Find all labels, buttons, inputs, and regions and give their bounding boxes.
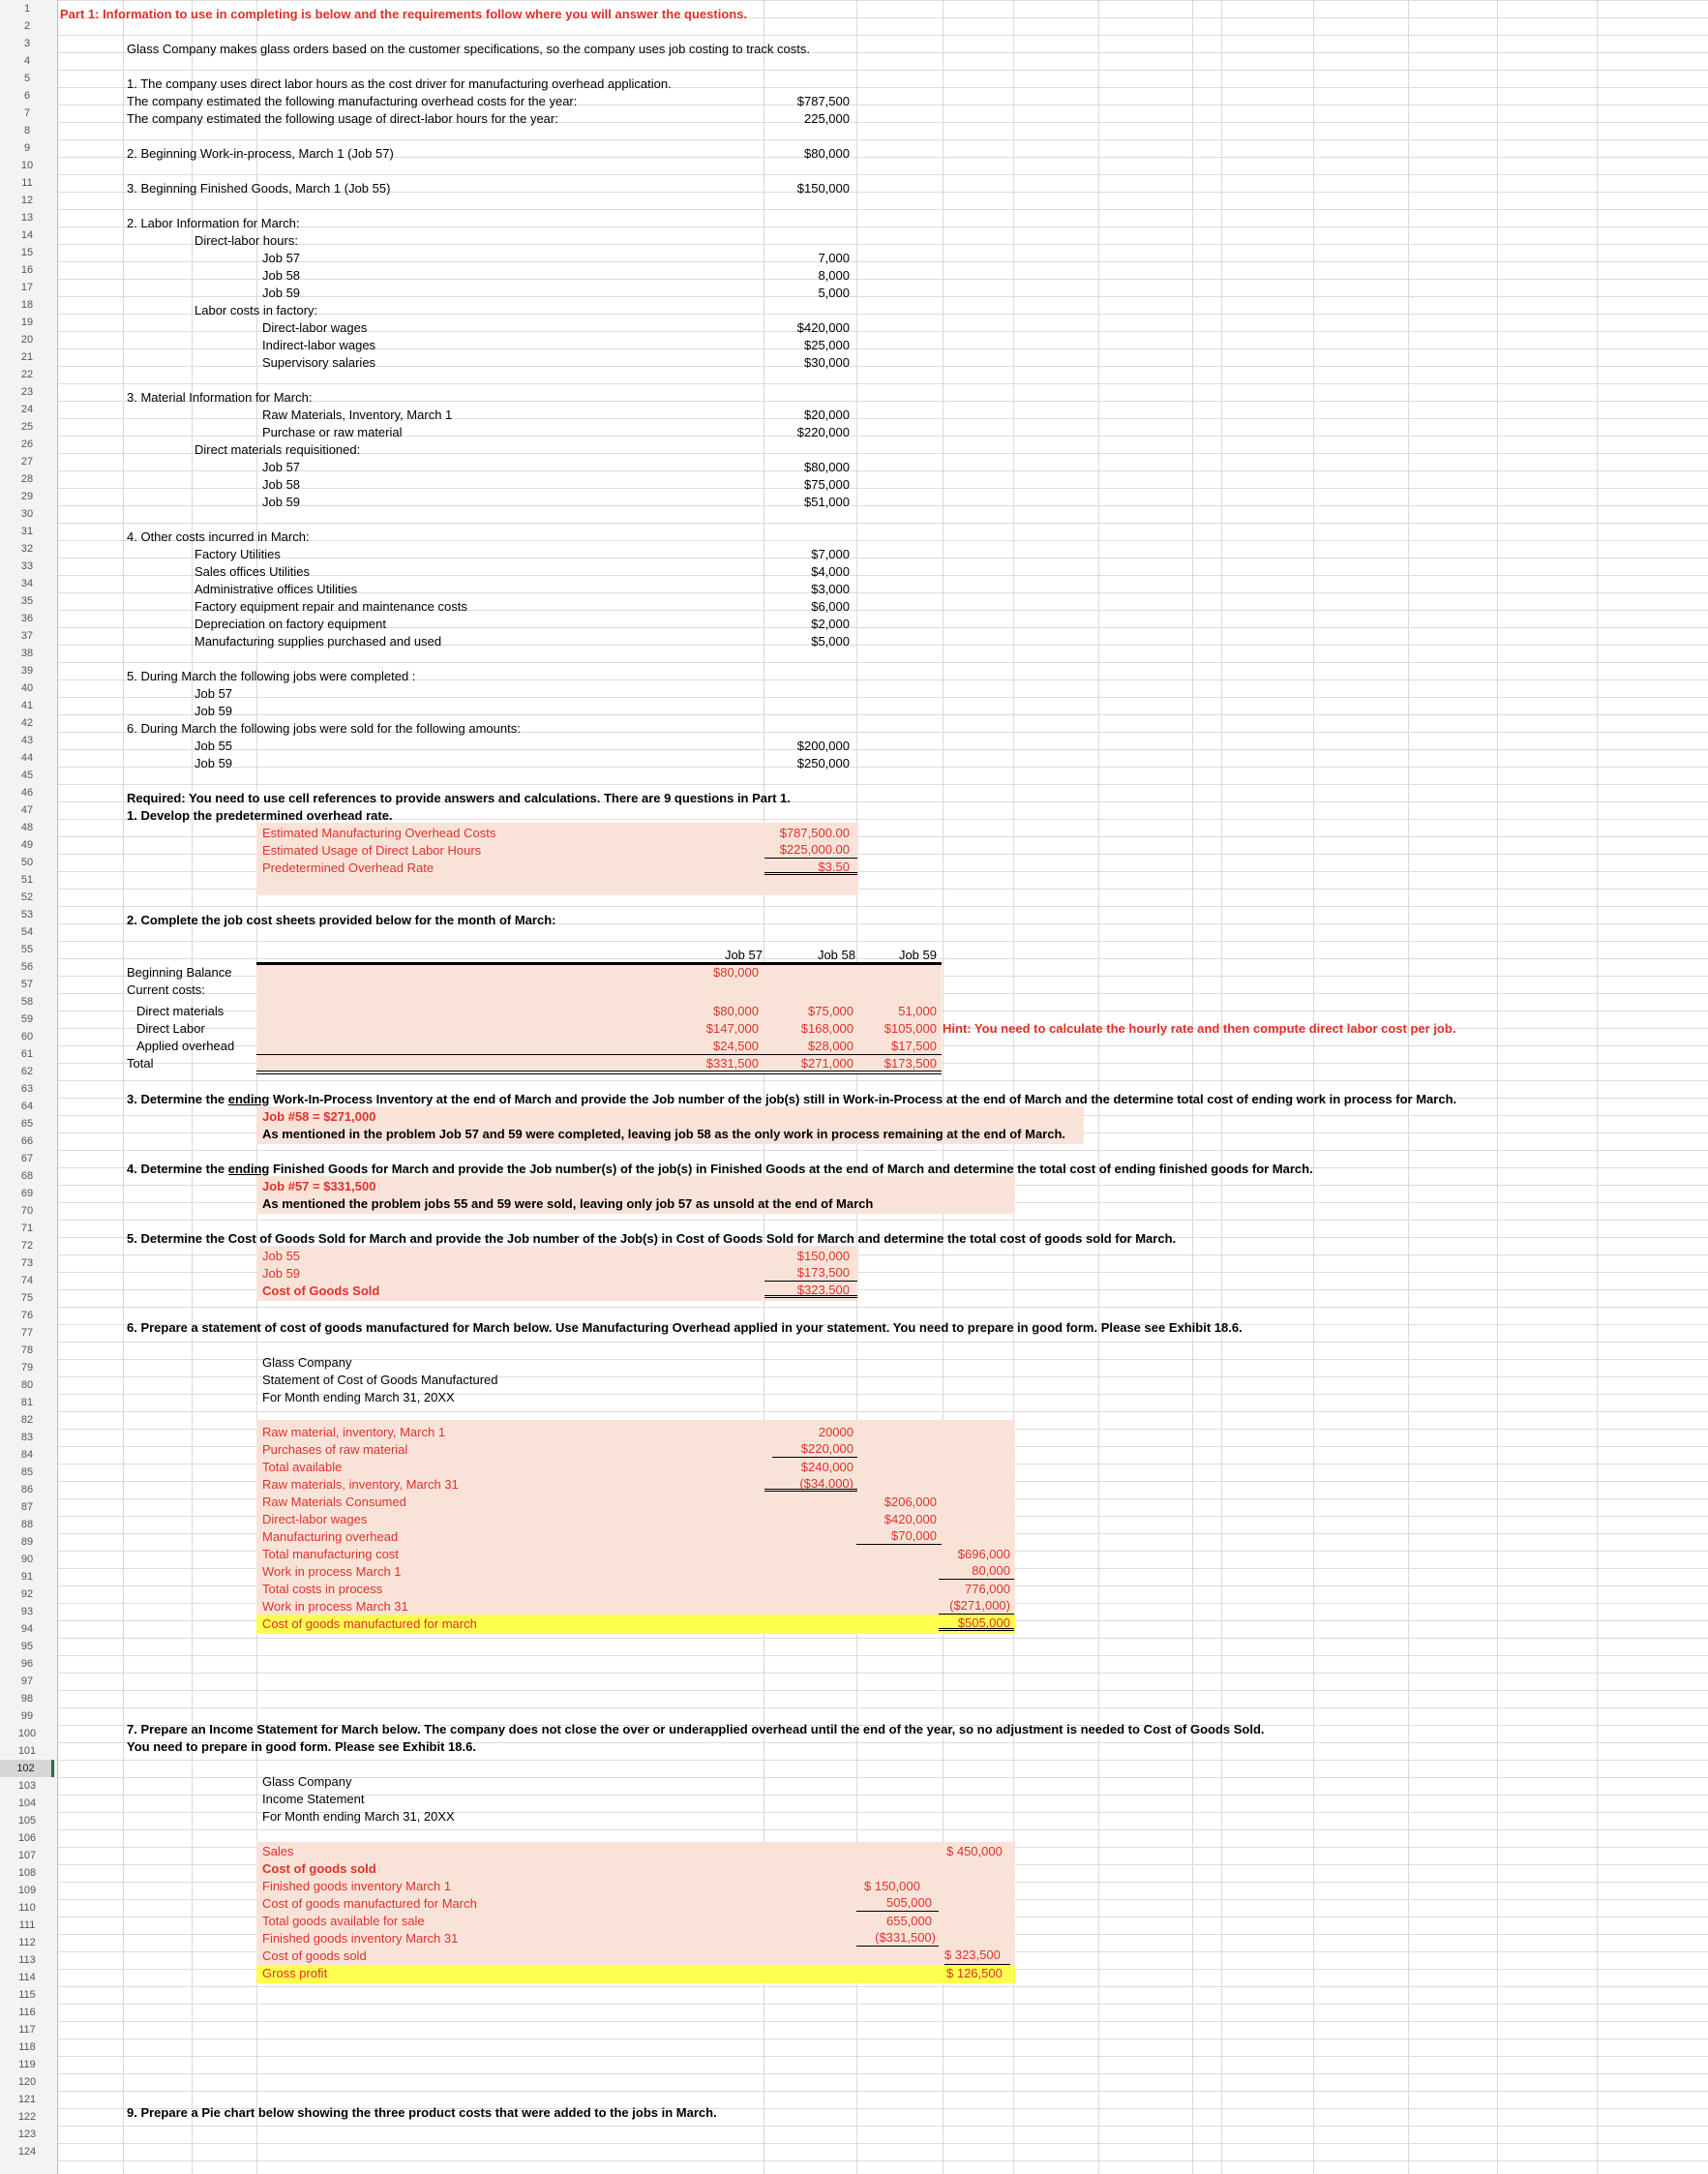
row-number[interactable]: 114 [18, 1972, 36, 1983]
row-number[interactable]: 13 [20, 212, 34, 224]
row-number[interactable]: 42 [20, 717, 34, 729]
cogm-col3[interactable]: ($271,000) [939, 1598, 1014, 1615]
row-number[interactable]: 14 [20, 229, 34, 241]
row-number[interactable]: 47 [20, 804, 34, 816]
dlh-job-label: Job 59 [262, 286, 301, 300]
q1-rate-value[interactable]: $3.50 [764, 860, 857, 875]
row-number[interactable]: 112 [18, 1937, 36, 1948]
row-header-column [0, 0, 58, 2174]
row-number[interactable]: 62 [20, 1066, 34, 1077]
fg-value[interactable]: $150,000 [796, 181, 850, 196]
q3-explanation[interactable]: As mentioned in the problem Job 57 and 59 were completed, leaving job 58 as the only work in process remaining at the end of March. [262, 1127, 1066, 1141]
row-number[interactable]: 41 [20, 700, 34, 711]
req-value[interactable]: $80,000 [804, 460, 850, 474]
completed-job: Job 57 [195, 686, 233, 701]
req-value[interactable]: $75,000 [804, 477, 850, 492]
fg-label: 3. Beginning Finished Goods, March 1 (Job 55) [127, 181, 391, 196]
q2-beginning-value[interactable]: $80,000 [713, 965, 759, 980]
row-number[interactable]: 46 [20, 787, 34, 799]
is-row-label: Sales [262, 1844, 294, 1858]
row-number[interactable]: 44 [20, 752, 34, 764]
row-number[interactable]: 66 [20, 1135, 34, 1147]
row-number[interactable]: 26 [20, 438, 34, 450]
row-number[interactable]: 61 [20, 1048, 34, 1060]
q2-double-rule-b [256, 1073, 942, 1074]
q1-value[interactable]: $787,500.00 [779, 826, 850, 840]
row-number[interactable]: 71 [20, 1223, 34, 1234]
labor-cost-value[interactable]: $30,000 [804, 355, 850, 370]
info2-value[interactable]: 225,000 [804, 111, 850, 126]
q2-total[interactable]: $271,000 [800, 1056, 854, 1071]
row-number[interactable]: 103 [17, 1780, 37, 1792]
q2-cell[interactable]: $80,000 [713, 1004, 759, 1018]
q2-cell[interactable]: $168,000 [800, 1021, 854, 1036]
row-number[interactable]: 93 [20, 1606, 34, 1617]
sold-job-label: Job 59 [195, 756, 233, 770]
is-col2[interactable]: ($331,500) [856, 1930, 939, 1947]
labor-costs-heading: Labor costs in factory: [195, 303, 318, 317]
other-value[interactable]: $3,000 [811, 582, 850, 596]
row-number[interactable]: 48 [20, 822, 34, 833]
req-label: Job 58 [262, 477, 301, 492]
row-number[interactable]: 60 [20, 1031, 34, 1042]
row-number[interactable]: 118 [18, 2041, 36, 2053]
row-number[interactable]: 124 [17, 2146, 37, 2158]
dlh-job-label: Job 58 [262, 268, 301, 283]
labor-cost-value[interactable]: $420,000 [796, 320, 850, 335]
is-col3[interactable]: $ 323,500 [944, 1948, 1010, 1965]
row-number[interactable]: 2 [23, 20, 31, 32]
cogm-col2[interactable]: $420,000 [884, 1512, 937, 1526]
row-number[interactable]: 34 [20, 578, 34, 589]
q1-label: Estimated Manufacturing Overhead Costs [262, 826, 496, 840]
cogm-col2[interactable]: $70,000 [856, 1528, 942, 1545]
row-number[interactable]: 22 [20, 369, 34, 380]
row-number[interactable]: 88 [20, 1519, 34, 1530]
q7-title-period: For Month ending March 31, 20XX [262, 1809, 455, 1824]
cogm-row-label: Manufacturing overhead [262, 1529, 399, 1544]
cogm-col1[interactable]: 20000 [818, 1425, 854, 1439]
row-number[interactable]: 54 [20, 926, 34, 938]
row-number[interactable]: 109 [17, 1885, 37, 1896]
q2-hint: Hint: You need to calculate the hourly rate and then compute direct labor cost per job. [943, 1021, 1456, 1036]
q2-row-label: Applied overhead [136, 1039, 235, 1053]
material-value[interactable]: $20,000 [804, 408, 850, 422]
row-number[interactable]: 20 [20, 334, 34, 346]
q2-col-header: Job 59 [898, 948, 937, 962]
row-number[interactable]: 52 [20, 891, 34, 903]
q2-beginning-label: Beginning Balance [127, 965, 232, 980]
row-number[interactable]: 59 [20, 1013, 34, 1025]
is-row-label: Cost of goods sold [262, 1861, 376, 1876]
other-value[interactable]: $4,000 [811, 564, 850, 579]
req-label: Job 57 [262, 460, 301, 474]
intro-text: Glass Company makes glass orders based on the customer specifications, so the company uses job costing to track costs. [127, 42, 810, 56]
other-value[interactable]: $2,000 [811, 617, 850, 631]
cogm-row-label: Purchases of raw material [262, 1442, 408, 1457]
info1-heading: 1. The company uses direct labor hours as the cost driver for manufacturing overhead application. [127, 76, 672, 91]
row-number[interactable]: 53 [20, 909, 34, 921]
labor-cost-label: Direct-labor wages [262, 320, 368, 335]
row-number[interactable]: 77 [20, 1327, 34, 1339]
row-number[interactable]: 115 [18, 1989, 36, 2001]
row-number[interactable]: 7 [23, 107, 31, 119]
q4-explanation[interactable]: As mentioned the problem jobs 55 and 59 were sold, leaving only job 57 as unsold at the end of March [262, 1196, 874, 1211]
row-number[interactable]: 104 [17, 1797, 37, 1809]
row-number[interactable]: 80 [20, 1379, 34, 1391]
row-number[interactable]: 3 [23, 38, 31, 49]
row-number[interactable]: 78 [20, 1344, 34, 1356]
row-number[interactable]: 19 [20, 317, 34, 328]
q2-cell[interactable]: 51,000 [898, 1004, 937, 1018]
row-number[interactable]: 94 [20, 1623, 34, 1635]
sold-job-value[interactable]: $250,000 [796, 756, 850, 770]
q5-total-label: Cost of Goods Sold [262, 1283, 380, 1298]
completed-job: Job 59 [195, 704, 233, 718]
q2-total[interactable]: $331,500 [705, 1056, 759, 1071]
labor-cost-label: Indirect-labor wages [262, 338, 376, 352]
row-number[interactable]: 15 [20, 247, 34, 258]
cogm-col2[interactable]: $206,000 [884, 1495, 937, 1509]
row-number[interactable]: 29 [20, 491, 34, 502]
row-number[interactable]: 121 [17, 2094, 37, 2105]
is-row-label: Cost of goods manufactured for March [262, 1896, 477, 1911]
row-number[interactable]: 83 [20, 1432, 34, 1443]
wip-label: 2. Beginning Work-in-process, March 1 (Job 57) [127, 146, 394, 161]
row-number[interactable]: 82 [20, 1414, 34, 1426]
row-number[interactable]: 45 [20, 770, 34, 781]
other-value[interactable]: $6,000 [811, 599, 850, 614]
q7-title-company: Glass Company [262, 1774, 352, 1789]
row-number[interactable]: 38 [20, 648, 34, 659]
cogm-row-label: Total costs in process [262, 1582, 383, 1596]
req-heading: Direct materials requisitioned: [195, 442, 361, 457]
q7-heading-line2: You need to prepare in good form. Please see Exhibit 18.6. [127, 1739, 476, 1754]
row-number[interactable]: 120 [17, 2076, 37, 2088]
row-number[interactable]: 123 [17, 2129, 37, 2140]
q2-current-label: Current costs: [127, 982, 205, 997]
row-number[interactable]: 64 [20, 1101, 34, 1112]
row-number[interactable]: 117 [18, 2024, 36, 2036]
row-number[interactable]: 106 [17, 1832, 37, 1844]
info2-label: The company estimated the following usage of direct-labor hours for the year: [127, 111, 558, 126]
row-number[interactable]: 63 [20, 1083, 34, 1095]
q7-heading-line1: 7. Prepare an Income Statement for March below. The company does not close the over or underapplied overhead until the end of the year, so no adjustment is needed to Cost of Goods Sold. [127, 1722, 1265, 1736]
sold-heading: 6. During March the following jobs were sold for the following amounts: [127, 721, 521, 736]
q2-col-header: Job 57 [724, 948, 763, 962]
q5-total-value[interactable]: $323,500 [764, 1283, 857, 1298]
row-number[interactable]: 111 [18, 1919, 36, 1931]
row-number[interactable]: 102 [0, 1760, 54, 1777]
labor-cost-value[interactable]: $25,000 [804, 338, 850, 352]
required-heading: Required: You need to use cell references to provide answers and calculations. There are 9 questions in Part 1. [127, 791, 791, 805]
q2-cell[interactable]: $24,500 [713, 1039, 759, 1053]
other-heading: 4. Other costs incurred in March: [127, 529, 310, 544]
q4-heading: 4. Determine the ending Finished Goods for March and provide the Job number(s) of the job(s) in Finished Goods at the end of March and determine the total cost of ending finished goods for March. [127, 1162, 1313, 1176]
row-number[interactable]: 50 [20, 857, 34, 868]
cogm-col1[interactable]: $240,000 [800, 1460, 854, 1474]
cogm-col1[interactable]: ($34,000) [764, 1476, 857, 1492]
q2-cell[interactable]: $28,000 [808, 1039, 854, 1053]
cogm-row-label: Raw material, inventory, March 1 [262, 1425, 446, 1439]
cogm-col3[interactable]: 776,000 [965, 1582, 1010, 1596]
row-number[interactable]: 8 [23, 125, 31, 136]
row-number[interactable]: 105 [17, 1815, 37, 1827]
cogm-final-value[interactable]: $505,000 [939, 1615, 1014, 1631]
row-number[interactable]: 69 [20, 1188, 34, 1199]
other-label: Sales offices Utilities [195, 564, 310, 579]
row-number[interactable]: 81 [20, 1397, 34, 1408]
q6-heading: 6. Prepare a statement of cost of goods manufactured for March below. Use Manufacturing Overhead applied in your statement. You need to prepare in good form. Please see Exhibit 18.6. [127, 1320, 1243, 1335]
is-col2[interactable]: 655,000 [886, 1914, 932, 1928]
row-number[interactable]: 96 [20, 1658, 34, 1670]
row-number[interactable]: 43 [20, 735, 34, 746]
q2-double-rule-a [256, 1071, 942, 1072]
other-value[interactable]: $7,000 [811, 547, 850, 561]
dlh-job-value[interactable]: 5,000 [818, 286, 850, 300]
q2-cell[interactable]: $17,500 [891, 1039, 937, 1053]
q2-cell[interactable]: $105,000 [884, 1021, 937, 1036]
is-row-label: Finished goods inventory March 1 [262, 1879, 452, 1893]
row-number[interactable]: 35 [20, 595, 34, 607]
cogm-row-label: Work in process March 1 [262, 1564, 402, 1579]
q2-row-label: Direct materials [136, 1004, 225, 1018]
dlh-job-label: Job 57 [262, 251, 301, 265]
q7-title-statement: Income Statement [262, 1792, 365, 1806]
other-label: Manufacturing supplies purchased and used [195, 634, 442, 649]
q2-heading: 2. Complete the job cost sheets provided below for the month of March: [127, 913, 556, 927]
row-number[interactable]: 36 [20, 613, 34, 624]
row-number[interactable]: 12 [20, 195, 34, 206]
wip-value[interactable]: $80,000 [804, 146, 850, 161]
row-number[interactable]: 108 [17, 1867, 37, 1879]
info1-label: The company estimated the following manufacturing overhead costs for the year: [127, 94, 578, 108]
row-number[interactable]: 98 [20, 1693, 34, 1705]
row-number[interactable]: 6 [23, 90, 31, 102]
sold-job-label: Job 55 [195, 739, 233, 753]
q6-title-company: Glass Company [262, 1355, 352, 1370]
row-number[interactable]: 90 [20, 1554, 34, 1565]
labor-cost-label: Supervisory salaries [262, 355, 376, 370]
row-number[interactable]: 68 [20, 1170, 34, 1182]
is-row-label: Cost of goods sold [262, 1948, 367, 1963]
q2-cell[interactable]: $75,000 [808, 1004, 854, 1018]
other-label: Factory Utilities [195, 547, 281, 561]
row-number[interactable]: 11 [21, 177, 33, 189]
q5-value[interactable]: $173,500 [764, 1265, 857, 1282]
row-number[interactable]: 74 [20, 1275, 34, 1286]
other-label: Administrative offices Utilities [195, 582, 358, 596]
row-number[interactable]: 27 [20, 456, 34, 468]
row-number[interactable]: 67 [20, 1153, 34, 1164]
q3-heading: 3. Determine the ending Work-In-Process Inventory at the end of March and provide the Job number of the job(s) still in Work-in-Process at the end of March and the determine total cost of ending work in process for March. [127, 1092, 1457, 1106]
row-number[interactable]: 79 [20, 1362, 34, 1374]
cogm-row-label: Raw materials, inventory, March 31 [262, 1477, 459, 1492]
row-number[interactable]: 97 [20, 1676, 34, 1687]
q9-heading: 9. Prepare a Pie chart below showing the three product costs that were added to the jobs in March. [127, 2105, 717, 2120]
other-value[interactable]: $5,000 [811, 634, 850, 649]
row-number[interactable]: 51 [20, 874, 34, 886]
row-number[interactable]: 33 [20, 560, 34, 572]
cogm-row-label: Raw Materials Consumed [262, 1495, 406, 1509]
cogm-row-label: Total available [262, 1460, 343, 1474]
is-col2[interactable]: $ 150,000 [864, 1879, 920, 1893]
row-number[interactable]: 86 [20, 1484, 34, 1495]
is-row-label: Total goods available for sale [262, 1914, 425, 1928]
material-value[interactable]: $220,000 [796, 425, 850, 439]
is-col2[interactable]: 505,000 [856, 1895, 939, 1912]
row-number[interactable]: 55 [20, 944, 34, 955]
cogm-row-label: Work in process March 31 [262, 1599, 408, 1614]
row-number[interactable]: 57 [20, 979, 34, 990]
cogm-final-label: Cost of goods manufactured for march [262, 1616, 477, 1631]
q2-total-label: Total [127, 1056, 154, 1071]
row-number[interactable]: 31 [20, 526, 34, 537]
row-number[interactable]: 49 [20, 839, 34, 851]
is-gross-profit-label: Gross profit [262, 1966, 328, 1980]
req-value[interactable]: $51,000 [804, 495, 850, 509]
q5-heading: 5. Determine the Cost of Goods Sold for March and provide the Job number of the Job(s) in Cost of Goods Sold for March and determine the total cost of goods sold for March. [127, 1231, 1177, 1246]
q2-row-label: Direct Labor [136, 1021, 205, 1036]
row-number[interactable]: 1 [23, 3, 31, 15]
row-number[interactable]: 28 [20, 473, 34, 485]
material-label: Purchase or raw material [262, 425, 403, 439]
completed-heading: 5. During March the following jobs were completed : [127, 669, 416, 683]
row-number[interactable]: 10 [20, 160, 34, 171]
row-number[interactable]: 4 [23, 55, 31, 67]
row-number[interactable]: 89 [20, 1536, 34, 1548]
q7-highlight [256, 1965, 1015, 1983]
part1-title: Part 1: Information to use in completing is below and the requirements follow where you will answer the questions. [60, 7, 748, 21]
other-label: Depreciation on factory equipment [195, 617, 387, 631]
dlh-job-value[interactable]: 8,000 [818, 268, 850, 283]
row-number[interactable]: 87 [20, 1501, 34, 1513]
info1-value[interactable]: $787,500 [796, 94, 850, 108]
row-number[interactable]: 113 [18, 1954, 36, 1966]
row-number[interactable]: 21 [20, 351, 34, 363]
q2-total[interactable]: $173,500 [884, 1056, 937, 1071]
cogm-row-label: Direct-labor wages [262, 1512, 368, 1526]
q3-answer[interactable]: Job #58 = $271,000 [262, 1109, 376, 1124]
row-number[interactable]: 17 [20, 282, 34, 293]
row-number[interactable]: 9 [23, 142, 31, 154]
row-number[interactable]: 101 [17, 1745, 37, 1757]
row-number[interactable]: 91 [20, 1571, 34, 1583]
row-number[interactable]: 119 [18, 2059, 36, 2070]
material-label: Raw Materials, Inventory, March 1 [262, 408, 453, 422]
is-col3[interactable]: $ 450,000 [946, 1844, 1003, 1858]
row-number[interactable]: 75 [20, 1292, 34, 1304]
q4-answer[interactable]: Job #57 = $331,500 [262, 1179, 376, 1193]
sold-job-value[interactable]: $200,000 [796, 739, 850, 753]
material-heading: 3. Material Information for March: [127, 390, 313, 405]
row-number[interactable]: 23 [20, 386, 34, 398]
other-label: Factory equipment repair and maintenance costs [195, 599, 467, 614]
is-row-label: Finished goods inventory March 31 [262, 1931, 459, 1946]
row-number[interactable]: 30 [20, 508, 34, 520]
row-number[interactable]: 58 [20, 996, 34, 1008]
is-gross-profit-value[interactable]: $ 126,500 [946, 1966, 1003, 1980]
q1-label: Predetermined Overhead Rate [262, 861, 434, 875]
cogm-col3[interactable]: 80,000 [939, 1563, 1014, 1580]
q6-title-statement: Statement of Cost of Goods Manufactured [262, 1373, 498, 1387]
cogm-row-label: Total manufacturing cost [262, 1547, 399, 1561]
q5-label: Job 59 [262, 1266, 301, 1281]
row-number[interactable]: 100 [17, 1728, 37, 1739]
labor-heading: 2. Labor Information for March: [127, 216, 300, 230]
row-number[interactable]: 39 [20, 665, 34, 677]
q5-label: Job 55 [262, 1249, 301, 1263]
row-number[interactable]: 70 [20, 1205, 34, 1217]
row-number[interactable]: 72 [20, 1240, 34, 1252]
row-number[interactable]: 84 [20, 1449, 34, 1461]
row-number[interactable]: 37 [20, 630, 34, 642]
row-number[interactable]: 25 [20, 421, 34, 433]
row-number[interactable]: 85 [20, 1466, 34, 1478]
row-number[interactable]: 122 [17, 2111, 37, 2123]
q6-title-period: For Month ending March 31, 20XX [262, 1390, 455, 1404]
q5-value[interactable]: $150,000 [796, 1249, 850, 1263]
q2-col-header: Job 58 [817, 948, 855, 962]
row-number[interactable]: 107 [17, 1850, 37, 1861]
dlh-job-value[interactable]: 7,000 [818, 251, 850, 265]
req-label: Job 59 [262, 495, 301, 509]
row-number[interactable]: 95 [20, 1641, 34, 1652]
row-number[interactable]: 92 [20, 1588, 34, 1600]
row-number[interactable]: 99 [20, 1710, 34, 1722]
row-number[interactable]: 18 [20, 299, 34, 311]
row-number[interactable]: 73 [20, 1257, 34, 1269]
q1-heading: 1. Develop the predetermined overhead rate. [127, 808, 393, 823]
row-number[interactable]: 65 [20, 1118, 34, 1130]
row-number[interactable]: 40 [20, 682, 34, 694]
row-number[interactable]: 110 [18, 1902, 36, 1914]
cogm-col1[interactable]: $220,000 [772, 1441, 857, 1458]
row-number[interactable]: 16 [20, 264, 34, 276]
q2-cell[interactable]: $147,000 [705, 1021, 759, 1036]
row-number[interactable]: 24 [20, 404, 34, 415]
row-number[interactable]: 32 [20, 543, 34, 555]
q1-value[interactable]: $225,000.00 [764, 842, 857, 859]
row-number[interactable]: 76 [20, 1310, 34, 1321]
cogm-col3[interactable]: $696,000 [957, 1547, 1010, 1561]
dlh-heading: Direct-labor hours: [195, 233, 298, 248]
row-number[interactable]: 116 [18, 2007, 36, 2018]
row-number[interactable]: 56 [20, 961, 34, 973]
row-number[interactable]: 5 [23, 73, 31, 84]
q1-label: Estimated Usage of Direct Labor Hours [262, 843, 482, 858]
